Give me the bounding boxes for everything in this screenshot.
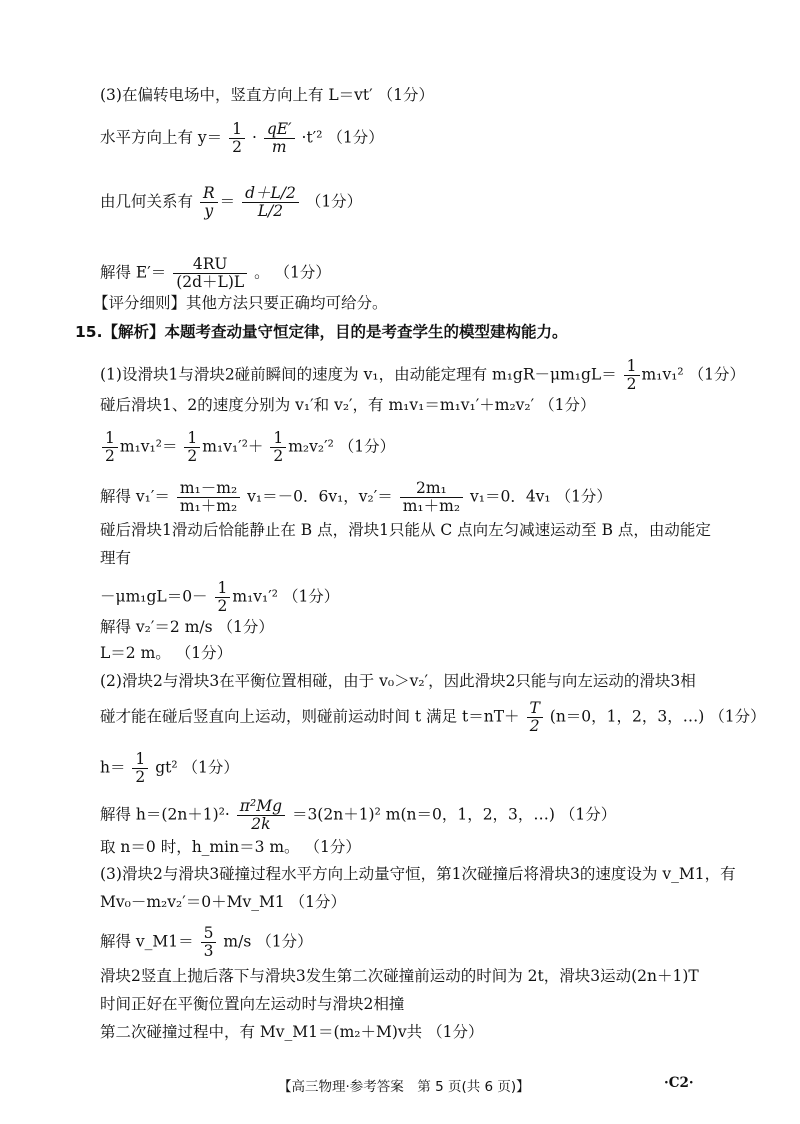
scoring-note: 【评分细则】其他方法只要正确均可给分。 — [93, 294, 388, 312]
fraction: $\frac{5}{3}$ — [201, 925, 217, 960]
line-time: 碰才能在碰后竖直向上运动，则碰前运动时间 t 满足 t＝nT＋ $\frac{T}{2}$ (n＝0，1，2，3，…) （1分） — [100, 699, 766, 735]
line-second: 第二次碰撞过程中，有 Mv_M1＝(m₂＋M)v共 （1分） — [100, 1023, 484, 1041]
fraction: $\frac{4RU}{(2d+L)L}$ — [173, 256, 247, 291]
fraction: $\frac{1}{2}$ — [624, 358, 640, 393]
line-li-you: 理有 — [100, 549, 132, 567]
line-momentum: 碰后滑块1、2的速度分别为 v₁′和 v₂′，有 m₁v₁＝m₁v₁′＋m₂v₂′ （1分） — [100, 396, 596, 414]
fraction: $\frac{1}{2}$ — [270, 430, 286, 465]
line-solve-e: 解得 E′＝ $\frac{4RU}{(2d+L)L}$ 。 （1分） — [100, 255, 331, 291]
fraction: $\frac{R}{y}$ — [200, 185, 218, 220]
line-3-momentum: (3)滑块2与滑块3碰撞过程水平方向上动量守恒，第1次碰撞后将滑块3的速度设为 v_M1，有 — [100, 865, 736, 883]
fraction: $\frac{qE'}{m}$ — [264, 121, 295, 156]
line-2-intro: (2)滑块2与滑块3在平衡位置相碰，由于 v₀＞v₂′，因此滑块2只能与向左运动的滑块3相 — [100, 672, 696, 690]
line-horizontal: 水平方向上有 y＝ $\frac{1}{2}$ · $\frac{qE'}{m}$ ·t′² （1分） — [100, 120, 384, 156]
line-solve-h: 解得 h＝(2n＋1)²· $\frac{\text{π²Mg}}{2k}$ ＝3(2n＋1)² m(n＝0，1，2，3，…) （1分） — [100, 797, 617, 833]
line-throw: 滑块2竖直上抛后落下与滑块3发生第二次碰撞前运动的时间为 2t，滑块3运动(2n＋1)T — [100, 967, 699, 985]
line-energy: $\frac{1}{2}$ m₁v₁²＝ $\frac{1}{2}$ m₁v₁′²＋ $\frac{1}{2}$ m₂v₂′² （1分） — [100, 430, 395, 465]
fraction: $\frac{\text{2m₁}}{\text{m₁＋m₂}}$ — [400, 480, 463, 515]
line-v2: 解得 v₂′＝2 m/s （1分） — [100, 618, 274, 636]
line-3-intro: (3)在偏转电场中，竖直方向上有 L＝vt′ （1分） — [100, 86, 434, 104]
line-mv: Mv₀－m₂v₂′＝0＋Mv_M1 （1分） — [100, 893, 347, 911]
line-solve-v: 解得 v₁′＝ $\frac{\text{m₁－m₂}}{\text{m₁＋m₂}}$ v₁＝－0．6v₁，v₂′＝ $\frac{\text{2m₁}}{\text{m₁＋m₂}}$ v₁＝0．4v₁ （1分） — [100, 479, 612, 515]
question-15-heading: 15.【解析】本题考查动量守恒定律，目的是考查学生的模型建构能力。 — [75, 323, 568, 341]
fraction: $\frac{1}{2}$ — [184, 430, 200, 465]
fraction: $\frac{1}{2}$ — [229, 121, 245, 156]
line-hmin: 取 n＝0 时，h_min＝3 m。 （1分） — [100, 838, 361, 856]
fraction: $\frac{T}{2}$ — [527, 700, 543, 735]
fraction: $\frac{1}{2}$ — [102, 430, 118, 465]
fraction: $\frac{1}{2}$ — [132, 751, 148, 786]
line-1-intro: (1)设滑块1与滑块2碰前瞬间的速度为 v₁，由动能定理有 m₁gR－μm₁gL＝ $\frac{1}{2}$ m₁v₁² （1分） — [100, 357, 745, 393]
fraction: $\frac{\text{π²Mg}}{2k}$ — [237, 798, 285, 833]
line-L: L＝2 m。 （1分） — [100, 644, 233, 662]
fraction: $\frac{d+L/2}{L/2}$ — [242, 185, 299, 220]
fraction: $\frac{\text{m₁－m₂}}{\text{m₁＋m₂}}$ — [177, 480, 240, 515]
footer-code: ·C2· — [664, 1075, 694, 1091]
line-h: h＝ $\frac{1}{2}$ gt² （1分） — [100, 750, 239, 786]
line-energy-2: －μm₁gL＝0－ $\frac{1}{2}$ m₁v₁′² （1分） — [100, 579, 340, 615]
line-collide: 时间正好在平衡位置向左运动时与滑块2相撞 — [100, 995, 405, 1013]
line-vm1: 解得 v_M1＝ $\frac{5}{3}$ m/s （1分） — [100, 924, 313, 960]
line-b-point: 碰后滑块1滑动后恰能静止在 B 点，滑块1只能从 C 点向左匀减速运动至 B 点，由动能定 — [100, 521, 711, 539]
footer-title: 【高三物理·参考答案 第 5 页(共 6 页)】 — [278, 1079, 530, 1095]
fraction: $\frac{1}{2}$ — [215, 580, 231, 615]
line-geometry: 由几何关系有 $\frac{R}{y}$ ＝ $\frac{d+L/2}{L/2}$ （1分） — [100, 184, 363, 220]
